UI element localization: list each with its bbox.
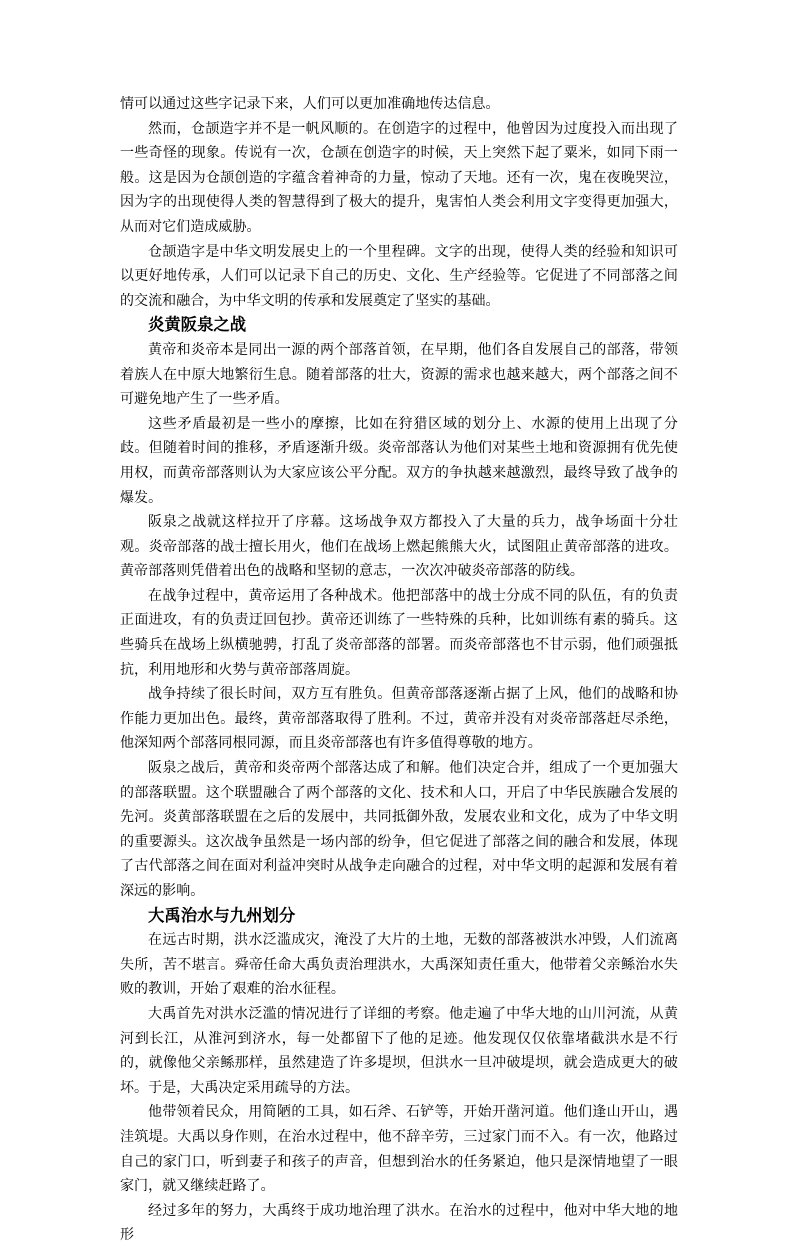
paragraph: 在战争过程中，黄帝运用了各种战术。他把部落中的战士分成不同的队伍，有的负责正面进攻，有的负责迂回包抄。黄帝还训练了一些特殊的兵种，比如训练有素的骑兵。这些骑兵在战场上纵横驰骋，打乱了炎帝部落的部署。而炎帝部落也不甘示弱，他们顽强抵抗，利用地形和火势与黄帝部落周旋。 [120, 587, 678, 678]
paragraph: 战争持续了很长时间，双方互有胜负。但黄帝部落逐渐占据了上风，他们的战略和协作能力更加出色。最终，黄帝部落取得了胜利。不过，黄帝并没有对炎帝部落赶尽杀绝，他深知两个部落同根同源，而且炎帝部落也有许多值得尊敬的地方。 [120, 686, 678, 752]
paragraph: 阪泉之战就这样拉开了序幕。这场战争双方都投入了大量的兵力，战争场面十分壮观。炎帝部落的战士擅长用火，他们在战场上燃起熊熊大火，试图阻止黄帝部落的进攻。黄帝部落则凭借着出色的战略和坚韧的意志，一次次冲破炎帝部落的防线。 [120, 514, 678, 580]
paragraph: 黄帝和炎帝本是同出一源的两个部落首领，在早期，他们各自发展自己的部落，带领着族人在中原大地繁衍生息。随着部落的壮大，资源的需求也越来越大，两个部落之间不可避免地产生了一些矛盾。 [120, 341, 678, 408]
paragraph: 大禹首先对洪水泛滥的情况进行了详细的考察。他走遍了中华大地的山川河流，从黄河到长江，从淮河到济水，每一处都留下了他的足迹。他发现仅仅依靠堵截洪水是不行的，就像他父亲鲧那样，虽然建造了许多堤坝，但洪水一旦冲破堤坝，就会造成更大的破坏。于是，大禹决定采用疏导的方法。 [120, 1005, 678, 1096]
paragraph: 阪泉之战后，黄帝和炎帝两个部落达成了和解。他们决定合并，组成了一个更加强大的部落联盟。这个联盟融合了两个部落的文化、技术和人口，开启了中华民族融合发展的先河。炎黄部落联盟在之后的发展中，共同抵御外敌，发展农业和文化，成为了中华文明的重要源头。这次战争虽然是一场内部的纷争，但它促进了部落之间的融合和发展，体现了古代部落之间在面对利益冲突时从战争走向融合的过程，对中华文明的起源和发展有着深远的影响。 [120, 760, 678, 899]
section-heading: 炎黄阪泉之战 [148, 315, 247, 335]
document-page [120, 92, 678, 1248]
paragraph: 这些矛盾最初是一些小的摩擦，比如在狩猎区域的划分上、水源的使用上出现了分歧。但随着时间的推移，矛盾逐渐升级。炎帝部落认为他们对某些土地和资源拥有优先使用权，而黄帝部落则认为大家应该公平分配。双方的争执越来越激烈，最终导致了战争的爆发。 [120, 415, 678, 506]
section-heading: 大禹治水与九州划分 [148, 905, 296, 925]
paragraph: 经过多年的努力，大禹终于成功地治理了洪水。在治水的过程中，他对中华大地的地形 [120, 1202, 678, 1244]
paragraph: 然而，仓颉造字并不是一帆风顺的。在创造字的过程中，他曾因为过度投入而出现了一些奇怪的现象。传说有一次，仓颉在创造字的时候，天上突然下起了粟米，如同下雨一般。这是因为仓颉创造的字蕴含着神奇的力量，惊动了天地。还有一次，鬼在夜晚哭泣，因为字的出现使得人类的智慧得到了极大的提升，鬼害怕人类会利用文字变得更加强大，从而对它们造成威胁。 [120, 120, 678, 235]
paragraph: 情可以通过这些字记录下来，人们可以更加准确地传达信息。 [120, 96, 500, 112]
paragraph: 他带领着民众，用简陋的工具，如石斧、石铲等，开始开凿河道。他们逢山开山，遇洼筑堤。大禹以身作则，在治水过程中，他不辞辛劳，三过家门而不入。有一次，他路过自己的家门口，听到妻子和孩子的声音，但想到治水的任务紧迫，他只是深情地望了一眼家门，就又继续赶路了。 [120, 1104, 678, 1195]
paragraph: 在远古时期，洪水泛滥成灾，淹没了大片的土地，无数的部落被洪水冲毁，人们流离失所，苦不堪言。舜帝任命大禹负责治理洪水，大禹深知责任重大，他带着父亲鲧治水失败的教训，开始了艰难的治水征程。 [120, 932, 678, 998]
paragraph: 仓颉造字是中华文明发展史上的一个里程碑。文字的出现，使得人类的经验和知识可以更好地传承，人们可以记录下自己的历史、文化、生产经验等。它促进了不同部落之间的交流和融合，为中华文明的传承和发展奠定了坚实的基础。 [120, 243, 678, 309]
